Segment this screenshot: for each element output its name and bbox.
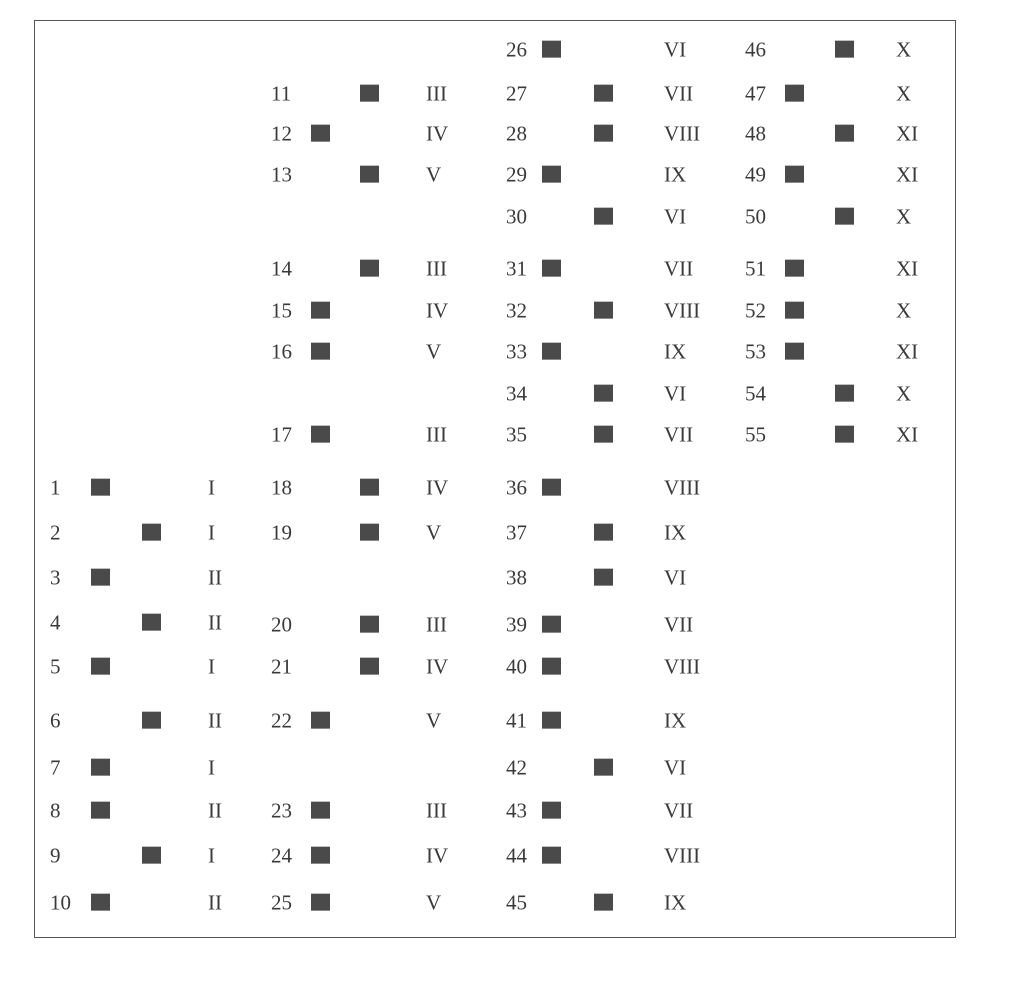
answer-numeral: V bbox=[426, 162, 442, 187]
answer-mark-left bbox=[542, 616, 561, 633]
question-number: 39 bbox=[506, 612, 527, 637]
answer-mark-left bbox=[311, 894, 330, 911]
answer-numeral: X bbox=[896, 298, 912, 323]
question-number: 25 bbox=[271, 890, 292, 915]
answer-mark-left bbox=[311, 802, 330, 819]
question-number: 2 bbox=[50, 520, 61, 545]
question-number: 3 bbox=[50, 565, 61, 590]
answer-numeral: XI bbox=[896, 256, 919, 281]
answer-numeral: X bbox=[896, 37, 912, 62]
answer-mark-right bbox=[594, 125, 613, 142]
answer-numeral: III bbox=[426, 422, 447, 447]
question-number: 15 bbox=[271, 298, 292, 323]
answer-numeral: VI bbox=[664, 37, 687, 62]
answer-numeral: VII bbox=[664, 81, 694, 106]
question-number: 38 bbox=[506, 565, 527, 590]
answer-numeral: IV bbox=[426, 654, 449, 679]
answer-mark-right bbox=[142, 712, 161, 729]
answer-mark-right bbox=[594, 208, 613, 225]
answer-numeral: VIII bbox=[664, 654, 701, 679]
answer-numeral: IV bbox=[426, 843, 449, 868]
question-number: 9 bbox=[50, 843, 61, 868]
question-number: 34 bbox=[506, 381, 527, 406]
question-number: 54 bbox=[745, 381, 766, 406]
answer-mark-right bbox=[835, 426, 854, 443]
answer-numeral: VIII bbox=[664, 121, 701, 146]
answer-mark-right bbox=[594, 569, 613, 586]
answer-numeral: III bbox=[426, 256, 447, 281]
question-number: 17 bbox=[271, 422, 292, 447]
question-number: 45 bbox=[506, 890, 527, 915]
answer-numeral: I bbox=[208, 475, 215, 500]
answer-numeral: VII bbox=[664, 422, 694, 447]
answer-mark-left bbox=[91, 479, 110, 496]
question-number: 32 bbox=[506, 298, 527, 323]
question-number: 31 bbox=[506, 256, 527, 281]
answer-sheet bbox=[34, 20, 956, 938]
question-number: 5 bbox=[50, 654, 61, 679]
answer-numeral: VIII bbox=[664, 843, 701, 868]
answer-mark-right bbox=[594, 302, 613, 319]
answer-mark-right bbox=[594, 759, 613, 776]
question-number: 36 bbox=[506, 475, 527, 500]
answer-mark-right bbox=[594, 426, 613, 443]
question-number: 46 bbox=[745, 37, 766, 62]
answer-numeral: IV bbox=[426, 121, 449, 146]
answer-numeral: VI bbox=[664, 204, 687, 229]
answer-numeral: I bbox=[208, 843, 215, 868]
question-number: 28 bbox=[506, 121, 527, 146]
answer-mark-left bbox=[91, 658, 110, 675]
question-number: 43 bbox=[506, 798, 527, 823]
answer-numeral: VI bbox=[664, 755, 687, 780]
answer-numeral: VI bbox=[664, 565, 687, 590]
answer-numeral: VII bbox=[664, 612, 694, 637]
question-number: 52 bbox=[745, 298, 766, 323]
answer-mark-right bbox=[360, 166, 379, 183]
answer-numeral: IX bbox=[664, 162, 687, 187]
answer-numeral: IX bbox=[664, 890, 687, 915]
answer-numeral: X bbox=[896, 81, 912, 106]
answer-mark-left bbox=[91, 759, 110, 776]
answer-mark-right bbox=[835, 208, 854, 225]
question-number: 13 bbox=[271, 162, 292, 187]
question-number: 30 bbox=[506, 204, 527, 229]
question-number: 33 bbox=[506, 339, 527, 364]
answer-numeral: IV bbox=[426, 475, 449, 500]
answer-mark-left bbox=[542, 658, 561, 675]
question-number: 22 bbox=[271, 708, 292, 733]
answer-numeral: VII bbox=[664, 256, 694, 281]
answer-mark-right bbox=[360, 479, 379, 496]
answer-numeral: IX bbox=[664, 339, 687, 364]
question-number: 24 bbox=[271, 843, 292, 868]
answer-numeral: I bbox=[208, 755, 215, 780]
answer-mark-left bbox=[542, 712, 561, 729]
answer-mark-left bbox=[542, 166, 561, 183]
question-number: 14 bbox=[271, 256, 292, 281]
question-number: 50 bbox=[745, 204, 766, 229]
answer-numeral: II bbox=[208, 708, 222, 733]
answer-numeral: V bbox=[426, 339, 442, 364]
answer-numeral: II bbox=[208, 890, 222, 915]
answer-numeral: VII bbox=[664, 798, 694, 823]
answer-numeral: VIII bbox=[664, 475, 701, 500]
question-number: 41 bbox=[506, 708, 527, 733]
answer-numeral: VI bbox=[664, 381, 687, 406]
question-number: 55 bbox=[745, 422, 766, 447]
answer-numeral: III bbox=[426, 612, 447, 637]
answer-numeral: VIII bbox=[664, 298, 701, 323]
answer-mark-left bbox=[311, 426, 330, 443]
question-number: 6 bbox=[50, 708, 61, 733]
answer-mark-left bbox=[785, 302, 804, 319]
answer-mark-left bbox=[91, 802, 110, 819]
question-number: 11 bbox=[271, 81, 292, 106]
answer-numeral: XI bbox=[896, 121, 919, 146]
answer-mark-right bbox=[594, 85, 613, 102]
question-number: 7 bbox=[50, 755, 61, 780]
answer-mark-right bbox=[835, 125, 854, 142]
answer-mark-left bbox=[311, 712, 330, 729]
answer-mark-right bbox=[594, 524, 613, 541]
answer-mark-right bbox=[360, 616, 379, 633]
answer-numeral: V bbox=[426, 520, 442, 545]
answer-numeral: III bbox=[426, 81, 447, 106]
answer-numeral: I bbox=[208, 520, 215, 545]
answer-mark-left bbox=[542, 41, 561, 58]
question-number: 35 bbox=[506, 422, 527, 447]
question-number: 10 bbox=[50, 890, 71, 915]
answer-mark-left bbox=[542, 847, 561, 864]
answer-mark-right bbox=[835, 385, 854, 402]
question-number: 4 bbox=[50, 610, 61, 635]
question-number: 26 bbox=[506, 37, 527, 62]
answer-mark-right bbox=[360, 658, 379, 675]
answer-mark-left bbox=[542, 260, 561, 277]
question-number: 16 bbox=[271, 339, 292, 364]
answer-numeral: XI bbox=[896, 422, 919, 447]
question-number: 1 bbox=[50, 475, 61, 500]
answer-numeral: IV bbox=[426, 298, 449, 323]
answer-numeral: V bbox=[426, 890, 442, 915]
question-number: 23 bbox=[271, 798, 292, 823]
answer-mark-right bbox=[594, 385, 613, 402]
question-number: 48 bbox=[745, 121, 766, 146]
question-number: 37 bbox=[506, 520, 527, 545]
question-number: 12 bbox=[271, 121, 292, 146]
answer-numeral: II bbox=[208, 798, 222, 823]
question-number: 20 bbox=[271, 612, 292, 637]
answer-mark-left bbox=[91, 569, 110, 586]
answer-numeral: XI bbox=[896, 162, 919, 187]
question-number: 40 bbox=[506, 654, 527, 679]
answer-mark-left bbox=[311, 302, 330, 319]
answer-mark-right bbox=[594, 894, 613, 911]
question-number: 53 bbox=[745, 339, 766, 364]
answer-numeral: V bbox=[426, 708, 442, 733]
answer-mark-left bbox=[91, 894, 110, 911]
answer-numeral: XI bbox=[896, 339, 919, 364]
answer-mark-left bbox=[785, 260, 804, 277]
question-number: 51 bbox=[745, 256, 766, 281]
answer-numeral: IX bbox=[664, 708, 687, 733]
question-number: 19 bbox=[271, 520, 292, 545]
answer-numeral: IX bbox=[664, 520, 687, 545]
question-number: 8 bbox=[50, 798, 61, 823]
question-number: 42 bbox=[506, 755, 527, 780]
answer-mark-right bbox=[360, 260, 379, 277]
answer-numeral: III bbox=[426, 798, 447, 823]
question-number: 49 bbox=[745, 162, 766, 187]
answer-numeral: II bbox=[208, 565, 222, 590]
answer-mark-left bbox=[542, 479, 561, 496]
answer-mark-right bbox=[142, 524, 161, 541]
answer-mark-right bbox=[142, 847, 161, 864]
answer-mark-left bbox=[542, 802, 561, 819]
question-number: 29 bbox=[506, 162, 527, 187]
answer-mark-right bbox=[360, 85, 379, 102]
answer-mark-left bbox=[785, 166, 804, 183]
answer-mark-left bbox=[785, 343, 804, 360]
answer-mark-left bbox=[311, 125, 330, 142]
question-number: 27 bbox=[506, 81, 527, 106]
question-number: 18 bbox=[271, 475, 292, 500]
question-number: 44 bbox=[506, 843, 527, 868]
question-number: 21 bbox=[271, 654, 292, 679]
answer-numeral: X bbox=[896, 204, 912, 229]
answer-mark-left bbox=[785, 85, 804, 102]
answer-numeral: II bbox=[208, 610, 222, 635]
question-number: 47 bbox=[745, 81, 766, 106]
answer-mark-left bbox=[542, 343, 561, 360]
answer-numeral: I bbox=[208, 654, 215, 679]
answer-mark-right bbox=[835, 41, 854, 58]
answer-mark-left bbox=[311, 343, 330, 360]
answer-numeral: X bbox=[896, 381, 912, 406]
answer-mark-left bbox=[311, 847, 330, 864]
answer-mark-right bbox=[142, 614, 161, 631]
answer-mark-right bbox=[360, 524, 379, 541]
